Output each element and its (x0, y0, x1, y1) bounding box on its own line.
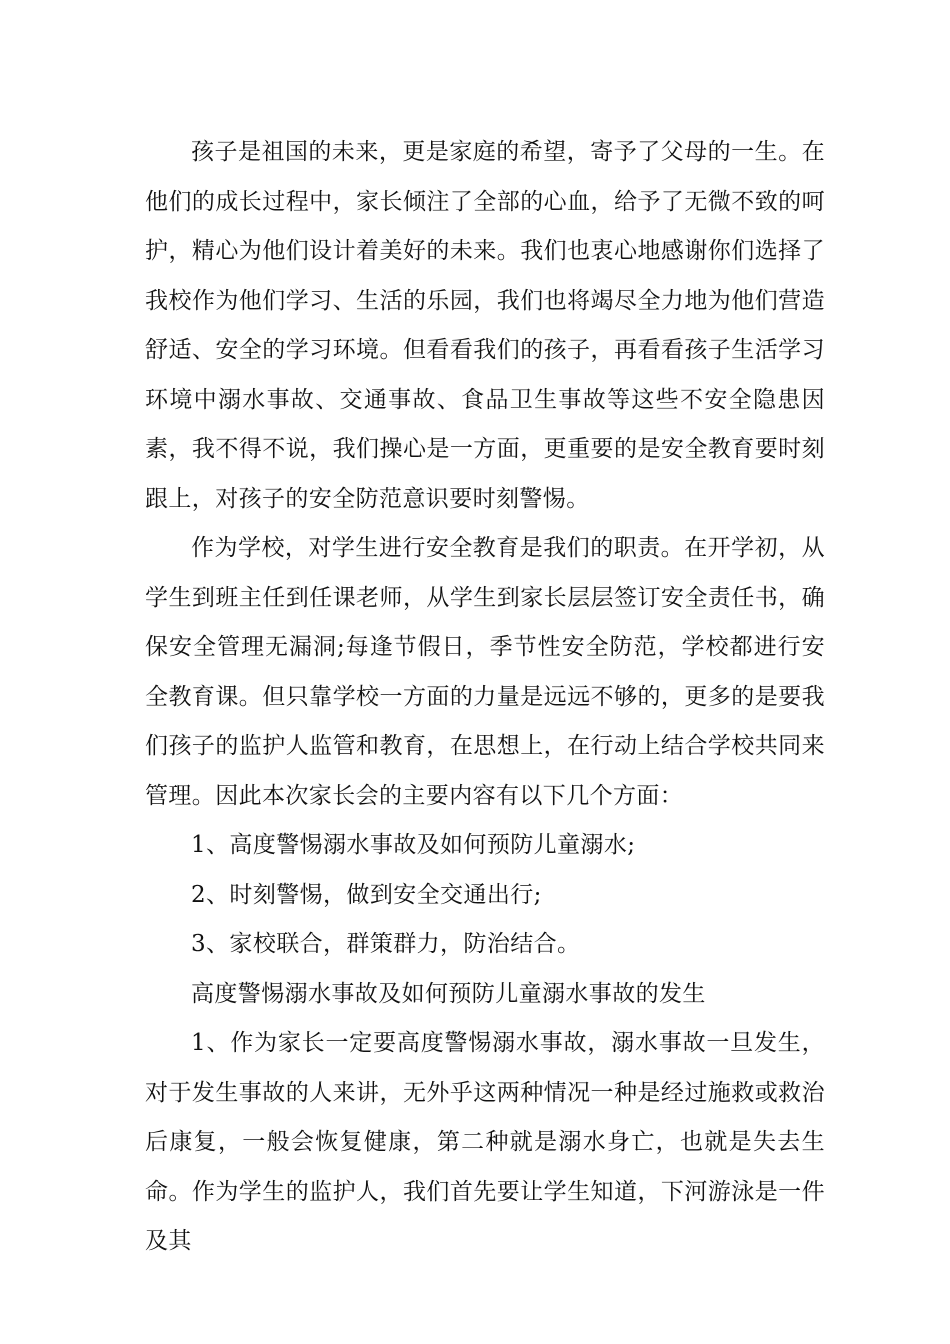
list-item-3: 3、家校联合，群策群力，防治结合。 (191, 931, 581, 957)
list-item-2: 2、时刻警惕，做到安全交通出行; (191, 881, 542, 908)
paragraph-school-duty: 作为学校，对学生进行安全教育是我们的职责。在开学初，从学生到班主任到任课老师，从学生到家长层层签订安全责任书，确保安全管理无漏洞;每逢节假日，季节性安全防范，学校都进行安全教育课。但只靠学校一方面的力量是远远不够的，更多的是要我们孩子的监护人监管和教育，在思想上，在行动上结合学校共同来管理。因此本次家长会的主要内容有以下几个方面： (145, 535, 825, 809)
section-heading: 高度警惕溺水事故及如何预防儿童溺水事故的发生 (191, 980, 706, 1007)
document-body (145, 128, 825, 1267)
paragraph-intro: 孩子是祖国的未来，更是家庭的希望，寄予了父母的一生。在他们的成长过程中，家长倾注了全部的心血，给予了无微不致的呵护，精心为他们设计着美好的未来。我们也衷心地感谢你们选择了我校作为他们学习、生活的乐园，我们也将竭尽全力地为他们营造舒适、安全的学习环境。但看看我们的孩子，再看看孩子生活学习环境中溺水事故、交通事故、食品卫生事故等这些不安全隐患因素，我不得不说，我们操心是一方面，更重要的是安全教育要时刻跟上，对孩子的安全防范意识要时刻警惕。 (145, 139, 825, 512)
paragraph-drowning-1: 1、作为家长一定要高度警惕溺水事故，溺水事故一旦发生，对于发生事故的人来讲，无外乎这两种情况一种是经过施救或救治后康复，一般会恢复健康，第二种就是溺水身亡，也就是失去生命。作为学生的监护人，我们首先要让学生知道，下河游泳是一件及其 (145, 1030, 825, 1254)
list-item-1: 1、高度警惕溺水事故及如何预防儿童溺水; (191, 832, 636, 858)
